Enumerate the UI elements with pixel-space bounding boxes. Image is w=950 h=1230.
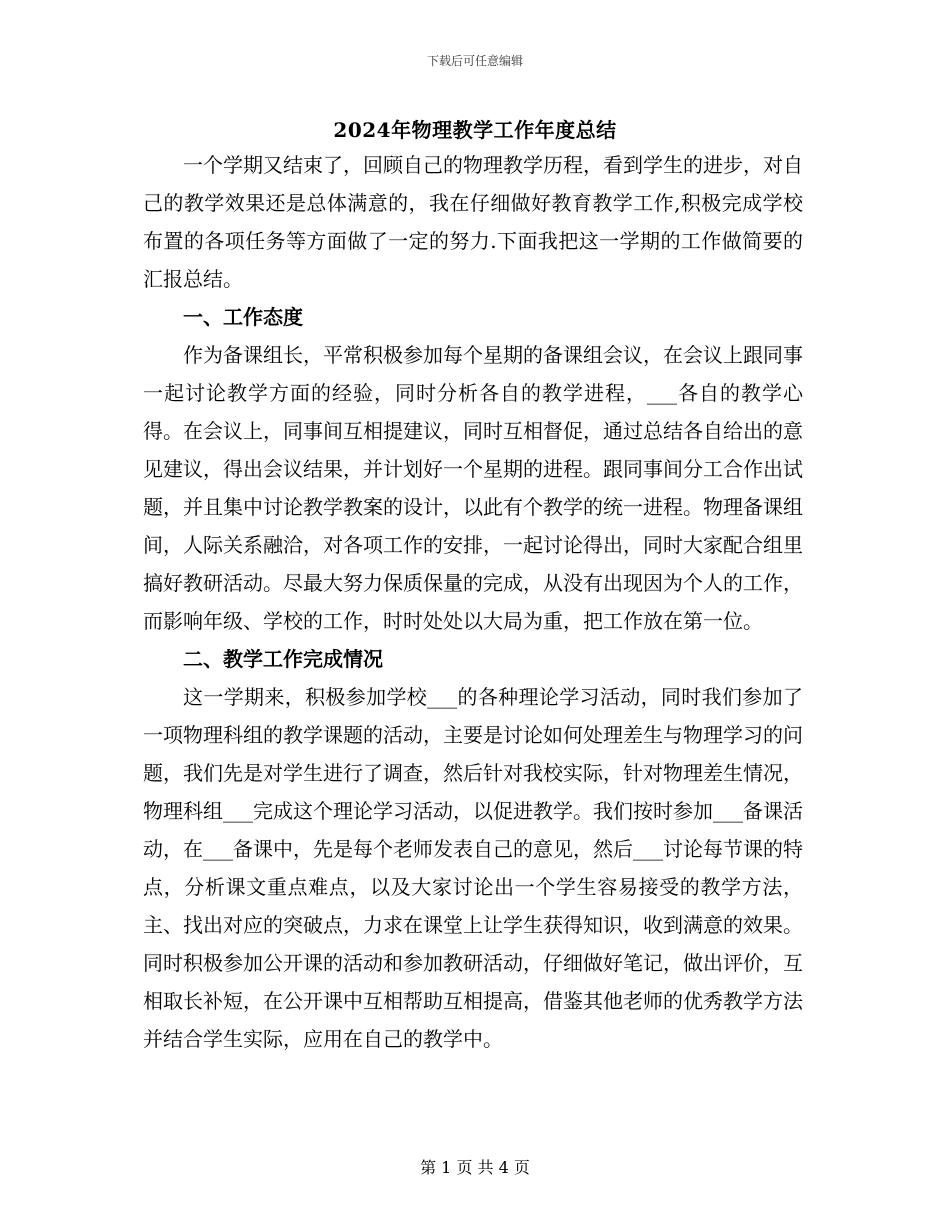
section-heading-teaching-completion: 二、教学工作完成情况	[183, 647, 383, 671]
document-body	[143, 146, 803, 1058]
section-paragraph-work-attitude: 作为备课组长，平常积极参加每个星期的备课组会议，在会议上跟同事一起讨论教学方面的经验，同时分析各自的教学进程，___各自的教学心得。在会议上，同事间互相提建议，同时互相督促，通过总结各自给出的意见建议，得出会议结果，并计划好一个星期的进程。跟同事间分工合作出试题，并且集中讨论教学教案的设计，以此有个教学的统一进程。物理备课组间，人际关系融洽，对各项工作的安排，一起讨论得出，同时大家配合组里搞好教研活动。尽最大努力保质保量的完成，从没有出现因为个人的工作，而影响年级、学校的工作，时时处处以大局为重，把工作放在第一位。	[143, 343, 803, 633]
document-title: 2024年物理教学工作年度总结	[333, 118, 617, 142]
header-note: 下载后可任意编辑	[426, 54, 523, 68]
page-number: 第 1 页 共 4 页	[420, 1158, 530, 1177]
intro-paragraph: 一个学期又结束了，回顾自己的物理教学历程，看到学生的进步，对自己的教学效果还是总体满意的，我在仔细做好教育教学工作,积极完成学校布置的各项任务等方面做了一定的努力.下面我把这一学期的工作做简要的汇报总结。	[143, 153, 803, 291]
section-paragraph-teaching-completion: 这一学期来，积极参加学校___的各种理论学习活动，同时我们参加了一项物理科组的教学课题的活动，主要是讨论如何处理差生与物理学习的问题，我们先是对学生进行了调查，然后针对我校实际，针对物理差生情况，物理科组___完成这个理论学习活动，以促进教学。我们按时参加___备课活动，在___备课中，先是每个老师发表自己的意见，然后___讨论每节课的特点，分析课文重点难点，以及大家讨论出一个学生容易接受的教学方法，主、找出对应的突破点，力求在课堂上让学生获得知识，收到满意的效果。同时积极参加公开课的活动和参加教研活动，仔细做好笔记，做出评价，互相取长补短，在公开课中互相帮助互相提高，借鉴其他老师的优秀教学方法并结合学生实际，应用在自己的教学中。	[143, 685, 803, 1051]
section-heading-work-attitude: 一、工作态度	[183, 305, 303, 329]
